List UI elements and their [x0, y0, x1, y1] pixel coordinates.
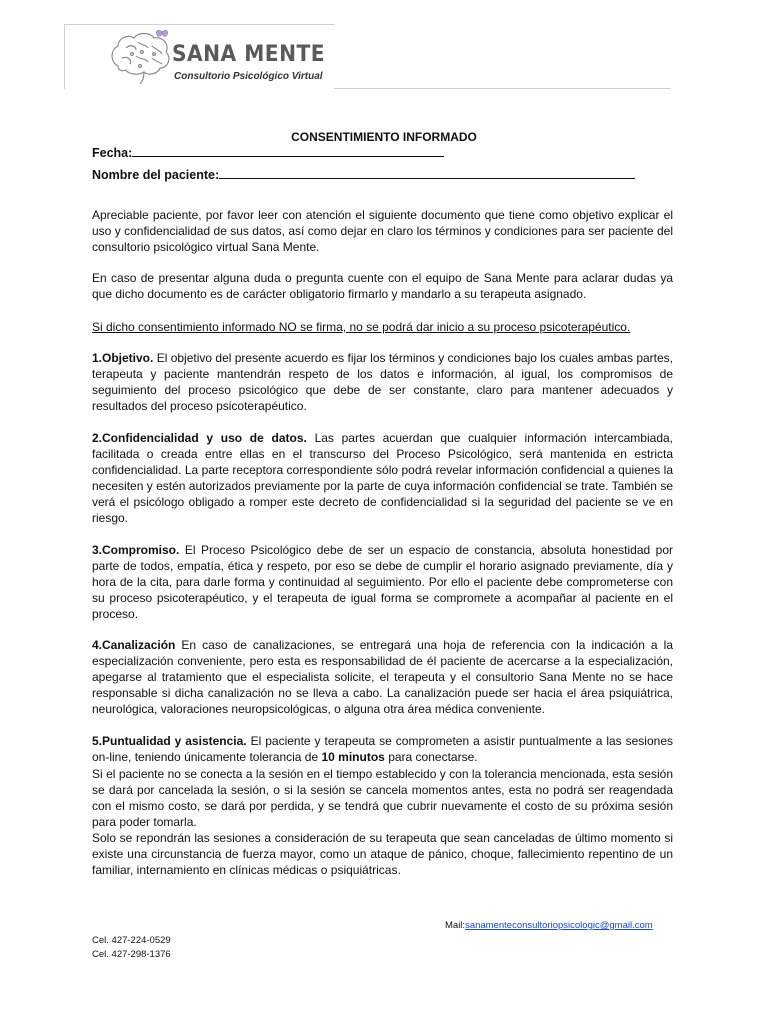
section-puntualidad-paragraph-3: Solo se repondrán las sesiones a consideración de su terapeuta que sean canceladas de último momento si existe una circunstancia de fuerza mayor, como un ataque de pánico, choque, fallecimiento repentino de un familiar, internamiento en clínicas médicas o psiquiátricas. — [92, 831, 673, 877]
section-text-after: para conectarse. — [384, 750, 478, 764]
section-heading: 2.Confidencialidad y uso de datos. — [92, 431, 307, 445]
section-heading: 5.Puntualidad y asistencia. — [92, 734, 247, 748]
footer-mail — [445, 920, 653, 931]
patient-name-blank-line — [219, 167, 635, 179]
mail-label: Mail: — [445, 920, 466, 931]
intro-paragraph: Apreciable paciente, por favor leer con atención el siguiente documento que tiene como objetivo explicar el uso y confidencialidad de sus datos, así como dejar en claro los términos y condiciones para ser paciente del consultorio psicológico virtual Sana Mente. — [92, 208, 673, 254]
tolerance-emphasis: 10 minutos — [321, 750, 385, 764]
section-heading: 3.Compromiso. — [92, 543, 180, 557]
phone-1: Cel. 427-224-0529 — [92, 935, 171, 946]
section-heading: 4.Canalización — [92, 638, 176, 652]
patient-name-label: Nombre del paciente: — [92, 168, 220, 182]
date-label: Fecha: — [92, 146, 133, 160]
brand-name: SANA MENTE — [172, 42, 326, 67]
letterhead-divider — [334, 88, 671, 89]
phone-2: Cel. 427-298-1376 — [92, 949, 171, 960]
patient-name-field — [92, 167, 635, 182]
date-field — [92, 145, 444, 160]
section-text: El Proceso Psicológico debe de ser un espacio de constancia, absoluta honestidad por parte de todos, empatía, ética y respeto, por eso se debe de cumplir el horario asignado previamente, día y hora de la cita, para darle forma y continuidad al seguimiento. Por ello el paciente debe comprometerse con su proceso psicoterapéutico, y el terapeuta de igual forma se compromete a acompañar al paciente en el proceso. — [92, 543, 673, 621]
section-canalizacion — [92, 637, 673, 717]
document-title: CONSENTIMIENTO INFORMADO — [291, 130, 477, 144]
section-objetivo — [92, 350, 673, 414]
section-text: Las partes acuerdan que cualquier información intercambiada, facilitada o creada entre ellas en el transcurso del Proceso Psicológico, será mantenida en estricta confidencialidad. La parte receptora correspondiente sólo podrá revelar información confidencial a quienes la necesiten y estén autorizados previamente por la parte de cuya información confidencial se trate. También se verá el psicólogo obligado a romper este decreto de confidencialidad si la seguridad del paciente se ve en riesgo. — [92, 431, 673, 525]
section-compromiso — [92, 542, 673, 622]
section-puntualidad-paragraph-2: Si el paciente no se conecta a la sesión en el tiempo establecido y con la tolerancia mencionada, esta sesión se dará por cancelada la sesión, o si la sesión se cancela momentos antes, esta no podrá ser reagendada con el mismo costo, se dará por perdida, y se tendrá que cubrir nuevamente el costo de su próxima sesión para poder tomarla. — [92, 767, 673, 829]
brand-tagline: Consultorio Psicológico Virtual — [174, 71, 323, 82]
section-text: El objetivo del presente acuerdo es fijar los términos y condiciones bajo los cuales ambas partes, terapeuta y paciente mantendrán respeto de los datos e información, al igual, los compromisos de seguimiento del proceso psicológico que debe de ser constante, claro para mantener adecuados y resultados del proceso psicoterapéutico. — [92, 351, 673, 413]
section-heading: 1.Objetivo. — [92, 351, 154, 365]
doubts-paragraph: En caso de presentar alguna duda o pregunta cuente con el equipo de Sana Mente para aclarar dudas ya que dicho documento es de carácter obligatorio firmarlo y mandarlo a su terapeuta asignado. — [92, 271, 673, 301]
section-confidencialidad — [92, 430, 673, 526]
warning-paragraph: Si dicho consentimiento informado NO se firma, no se podrá dar inicio a su proceso psicoterapéutico. — [92, 320, 631, 334]
section-text: En caso de canalizaciones, se entregará una hoja de referencia con la indicación a la especialización conveniente, pero esta es responsabilidad de él paciente de acercarse a la especialización, apegarse al tratamiento que el especialista solicite, el terapeuta y el consultorio Sana Mente no se hace responsable si dicha canalización no se lleva a cabo. La canalización puede ser hacia el área psiquiátrica, neurológica, valoraciones neuropsicológicas, o alguna otra área médica conveniente. — [92, 638, 673, 716]
mail-link[interactable]: sanamenteconsultoriopsicologic@gmail.com — [465, 920, 653, 931]
section-puntualidad — [92, 733, 673, 765]
date-blank-line — [132, 145, 444, 157]
section-text: El paciente y terapeuta se comprometen a asistir puntualmente a las sesiones on-line, teniendo únicamente tolerancia de — [92, 734, 673, 764]
brain-butterfly-icon — [108, 28, 172, 84]
